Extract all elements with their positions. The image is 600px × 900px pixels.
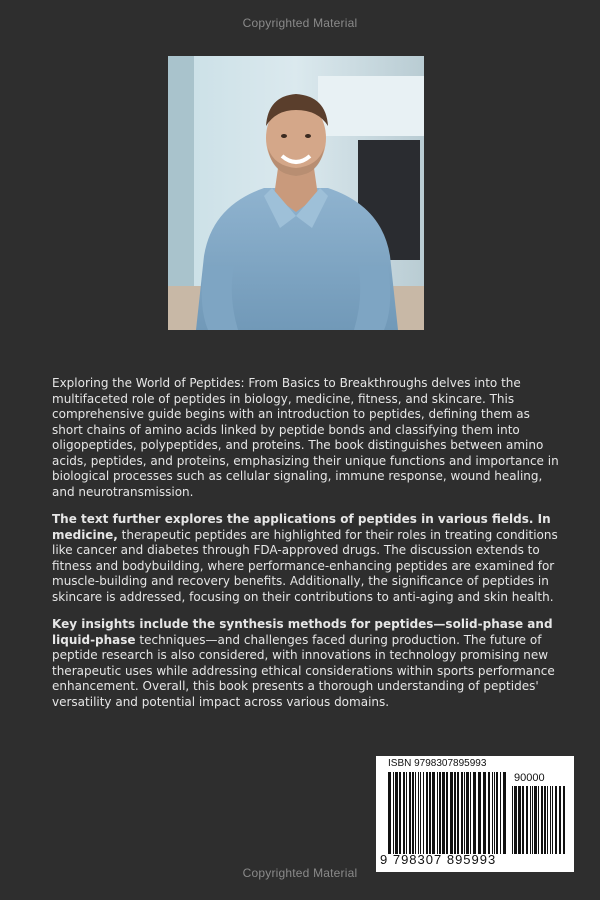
barcode-bar — [563, 786, 565, 854]
blurb-paragraph-2 — [52, 512, 562, 605]
barcode-bar — [423, 772, 424, 854]
barcode-bar — [399, 772, 401, 854]
barcode-bar — [514, 786, 517, 854]
barcode-bar — [461, 772, 463, 854]
barcode-bar — [541, 786, 543, 854]
blurb-paragraph-3 — [52, 617, 562, 710]
barcode-digits: 9 798307 895993 — [380, 852, 497, 867]
blurb-paragraph-3-lead: Key insights include the synthesis methods for peptides—solid-phase and liquid-phase — [52, 617, 553, 647]
barcode-bar — [446, 772, 448, 854]
copyright-watermark-top: Copyrighted Material — [242, 16, 358, 30]
barcode-bar — [496, 772, 498, 854]
barcode-bar — [526, 786, 528, 854]
barcode-bar — [412, 772, 414, 854]
barcode-bar — [420, 772, 421, 854]
barcode-bar — [473, 772, 476, 854]
blurb-paragraph-2-lead: The text further explores the applications of peptides in various fields. In medicine, — [52, 512, 551, 542]
author-photo — [168, 56, 424, 330]
barcode-bar — [470, 772, 471, 854]
barcode-bar — [439, 772, 441, 854]
barcode-bar — [550, 786, 551, 854]
barcode-bar — [457, 772, 459, 854]
barcode-bar — [432, 772, 435, 854]
blurb-paragraph-1: Exploring the World of Peptides: From Basics to Breakthroughs delves into the multifaceted role of peptides in biology, medicine, fitness, and skincare. This comprehensive guide begins with an introduction to peptides, defining them as short chains of amino acids linked by peptide bonds and classifying them into oligopeptides, polypeptides, and proteins. The book distinguishes between amino acids, peptides, and proteins, emphasizing their unique functions and importance in biological processes such as cellular signaling, immune response, wound healing, and neurotransmission. — [52, 376, 559, 499]
barcode-bar — [454, 772, 456, 854]
barcode-bar — [464, 772, 465, 854]
barcode-bar — [395, 772, 398, 854]
barcode-bar — [488, 772, 490, 854]
isbn-label: ISBN 9798307895993 — [388, 758, 487, 769]
barcode-bar — [500, 772, 501, 854]
barcode-bar — [547, 786, 548, 854]
barcode-bar — [512, 786, 513, 854]
barcode-bar — [437, 772, 438, 854]
barcode-bar — [388, 772, 391, 854]
back-cover-blurb — [52, 376, 562, 722]
barcode-bar — [503, 772, 506, 854]
barcode-bar — [532, 786, 533, 854]
barcode-bar — [538, 786, 539, 854]
barcode-bars-addon — [512, 786, 566, 854]
barcode-bars-main — [388, 772, 506, 854]
barcode-bar — [522, 786, 524, 854]
blurb-paragraph-3-rest: techniques—and challenges faced during production. The future of peptide research is also considered, with innovations in technology promising new therapeutic uses while addressing ethical considerations within sports performance enhancement. Overall, this book presents a thorough understanding of peptides' versatility and potential impact across various domains. — [52, 632, 555, 709]
barcode-bar — [518, 786, 521, 854]
barcode-bar — [426, 772, 428, 854]
barcode-bar — [466, 772, 469, 854]
barcode-bar — [494, 772, 495, 854]
barcode-bar — [534, 786, 537, 854]
blurb-paragraph-2-rest: therapeutic peptides are highlighted for their roles in treating conditions like cancer and diabetes through FDA-approved drugs. The discussion extends to fitness and bodybuilding, where performance-enhancing peptides are examined for muscle-building and recovery benefits. Additionally, the significance of peptides in skincare is addressed, focusing on their contributions to anti-aging and skin health. — [52, 527, 558, 604]
barcode-bar — [478, 772, 481, 854]
barcode-bar — [544, 786, 546, 854]
barcode-bar — [418, 772, 419, 854]
barcode-bar — [403, 772, 405, 854]
barcode-bar — [409, 772, 411, 854]
copyright-watermark-bottom: Copyrighted Material — [242, 866, 358, 880]
barcode-bar — [483, 772, 486, 854]
barcode-bar — [393, 772, 394, 854]
barcode-bar — [415, 772, 416, 854]
barcode-bar — [552, 786, 553, 854]
author-portrait-icon — [168, 56, 424, 330]
barcode-bar — [492, 772, 493, 854]
barcode-bar — [450, 772, 453, 854]
isbn-barcode — [376, 756, 574, 872]
price-code: 90000 — [514, 772, 545, 784]
barcode-bar — [429, 772, 431, 854]
barcode-bar — [555, 786, 557, 854]
barcode-bar — [442, 772, 445, 854]
barcode-bar — [559, 786, 561, 854]
barcode-bar — [406, 772, 407, 854]
barcode-bar — [530, 786, 531, 854]
